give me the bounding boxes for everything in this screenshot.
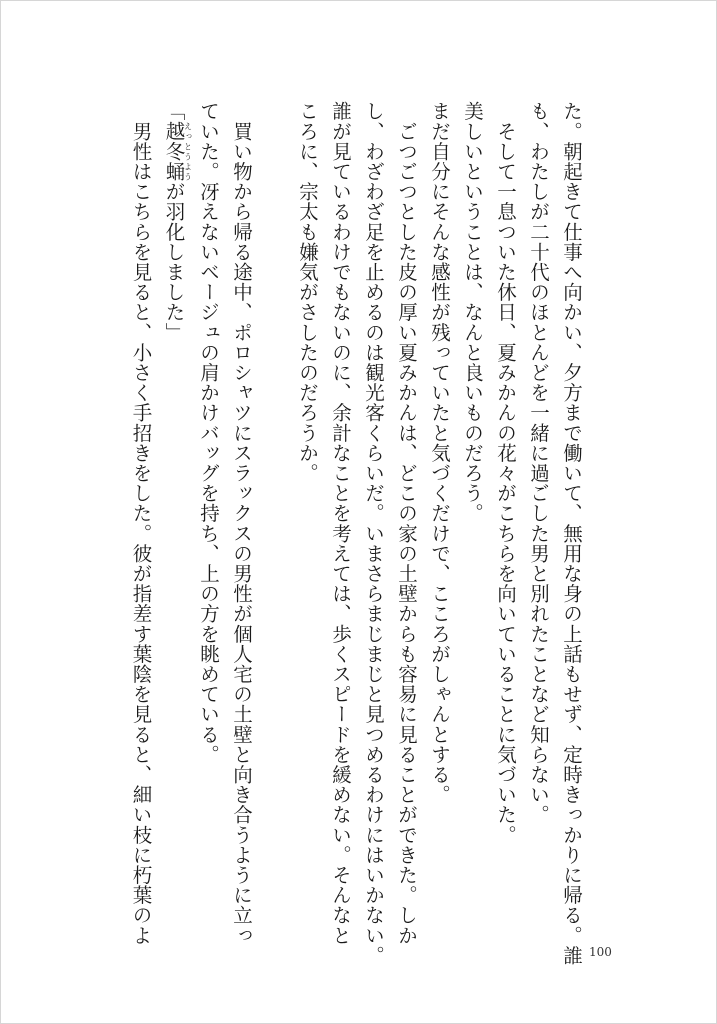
ruby-base: 越冬蛹 [162, 121, 186, 182]
text-line-1: た。朝起きて仕事へ向かい、夕方まで働いて、無用な身の上話もせず、定時きっかりに帰る。誰 [560, 101, 583, 966]
dialogue-open-bracket: 「 [162, 101, 186, 122]
scene-break [258, 101, 291, 941]
text-line-9: ころに、宗太も嫌気がさしたのだろうか。 [296, 101, 319, 483]
text-line-11: ていた。冴えないベージュの肩かけバッグを持ち、上の方を眺めている。 [197, 101, 220, 765]
text-line-13: 男性はこちらを見ると、小さく手招きをした。彼が指差す葉陰を見ると、細い枝に朽葉のよ [129, 101, 153, 946]
text-line-5: まだ自分にそんな感性が残っていたと気づくだけで、こころがしゃんとする。 [428, 101, 451, 805]
text-line-4: 美しいということは、なんと良いものだろう。 [461, 101, 484, 524]
page-number: 100 [589, 945, 612, 959]
text-line-dialogue [158, 101, 193, 941]
text-line-2: も、わたしが二十代のほとんどを一緒に過ごした男と別れたことなど知らない。 [527, 101, 550, 825]
ruby-reading: えっとうよう [183, 121, 193, 182]
text-line-7: し、わざわざ足を止めるのは観光客くらいだ。いまさらまじまじと見つめるわけにはいかない。 [362, 101, 385, 966]
dialogue-rest: が羽化しました」 [162, 181, 186, 343]
text-line-10: 買い物から帰る途中、ポロシャツにスラックスの男性が個人宅の土壁と向き合うように立っ [230, 101, 253, 946]
text-line-3: そして一息ついた休日、夏みかんの花々がこちらを向いていることに気づいた。 [494, 101, 517, 845]
text-line-8: 誰が見ているわけでもないのに、余計なことを考えては、歩くスピードを緩めない。そんなと [329, 101, 352, 946]
vertical-text-body [125, 101, 589, 966]
ruby-annotated-word [162, 121, 193, 182]
text-line-6: ごつごつとした皮の厚い夏みかんは、どこの家の土壁からも容易に見ることができた。しか [395, 101, 418, 946]
